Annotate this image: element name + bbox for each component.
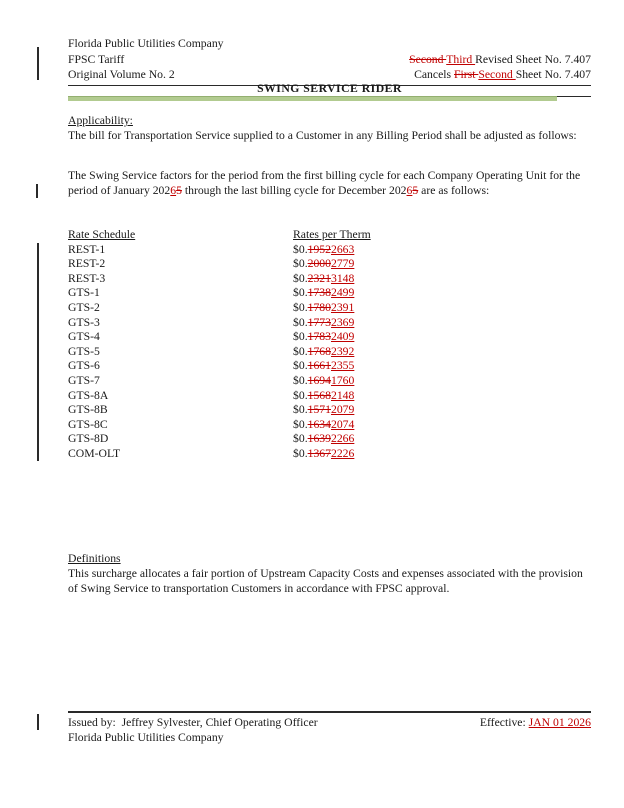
company-name: Florida Public Utilities Company bbox=[68, 37, 224, 50]
rate-column-header: Rates per Therm bbox=[293, 228, 371, 241]
currency-prefix: $0. bbox=[293, 286, 308, 300]
rate-value-cell bbox=[293, 359, 354, 374]
table-row bbox=[68, 257, 591, 272]
old-rate: 1952 bbox=[307, 242, 331, 256]
currency-prefix: $0. bbox=[293, 388, 308, 402]
rate-value-cell bbox=[293, 403, 354, 418]
factors-part2: through the last billing cycle for December 202 bbox=[181, 184, 407, 197]
rate-value-cell bbox=[293, 389, 354, 404]
new-rate: 1760 bbox=[330, 373, 355, 387]
old-rate: 1367 bbox=[307, 446, 331, 460]
rate-value-cell bbox=[293, 432, 354, 447]
currency-prefix: $0. bbox=[293, 330, 308, 344]
rate-schedule-cell: GTS-4 bbox=[68, 330, 100, 344]
old-rate: 1773 bbox=[307, 315, 331, 329]
old-rate: 1694 bbox=[307, 373, 331, 387]
old-rate: 1783 bbox=[307, 330, 331, 344]
factors-paragraph bbox=[68, 168, 591, 198]
new-rate: 2779 bbox=[330, 257, 355, 271]
footer-company-name: Florida Public Utilities Company bbox=[68, 731, 224, 744]
rate-schedule-cell: GTS-5 bbox=[68, 344, 100, 358]
rate-value-cell bbox=[293, 316, 354, 331]
definitions-heading: Definitions bbox=[68, 552, 121, 565]
table-row bbox=[68, 243, 591, 258]
rate-schedule-cell: GTS-6 bbox=[68, 359, 100, 373]
rate-value-cell bbox=[293, 257, 354, 272]
table-row bbox=[68, 418, 591, 433]
old-rate: 2000 bbox=[307, 257, 331, 271]
effective-label: Effective: bbox=[479, 716, 529, 729]
table-row bbox=[68, 301, 591, 316]
rate-schedule-cell: REST-1 bbox=[68, 242, 106, 256]
revised-rest-text: Revised Sheet No. 7.407 bbox=[475, 52, 591, 66]
factors-part3: are as follows: bbox=[418, 184, 490, 197]
rate-table bbox=[68, 228, 591, 462]
new-rate: 3148 bbox=[330, 271, 355, 285]
tariff-label: FPSC Tariff bbox=[68, 52, 125, 66]
rate-schedule-cell: GTS-3 bbox=[68, 315, 100, 329]
revised-sheet-number bbox=[409, 52, 591, 68]
new-rate: 2392 bbox=[330, 344, 355, 358]
rate-schedule-cell: REST-2 bbox=[68, 257, 106, 271]
change-bar-footer bbox=[37, 714, 39, 730]
year2-inserted: 6 bbox=[406, 184, 413, 197]
old-rate: 1568 bbox=[307, 388, 331, 402]
cancels-inserted-text: Second bbox=[478, 68, 516, 81]
old-rate: 1768 bbox=[307, 344, 331, 358]
rate-schedule-cell: GTS-8C bbox=[68, 417, 108, 431]
old-rate: 1634 bbox=[307, 417, 331, 431]
table-row bbox=[68, 432, 591, 447]
currency-prefix: $0. bbox=[293, 432, 308, 446]
new-rate: 2391 bbox=[330, 300, 355, 314]
table-row bbox=[68, 359, 591, 374]
new-rate: 2074 bbox=[330, 417, 355, 431]
applicability-section bbox=[68, 113, 591, 143]
table-row bbox=[68, 330, 591, 345]
year2-deleted: 5 bbox=[412, 184, 419, 197]
table-header-row bbox=[68, 228, 591, 243]
applicability-heading: Applicability: bbox=[68, 114, 133, 127]
table-row bbox=[68, 403, 591, 418]
table-row bbox=[68, 345, 591, 360]
change-bar-table bbox=[37, 243, 39, 461]
table-row bbox=[68, 374, 591, 389]
rate-value-cell bbox=[293, 374, 354, 389]
currency-prefix: $0. bbox=[293, 359, 308, 373]
new-rate: 2355 bbox=[330, 359, 355, 373]
new-rate: 2148 bbox=[330, 388, 355, 402]
cancels-deleted-text: First bbox=[454, 68, 479, 81]
new-rate: 2499 bbox=[330, 286, 355, 300]
currency-prefix: $0. bbox=[293, 373, 308, 387]
sheet-header bbox=[68, 36, 591, 86]
rate-value-cell bbox=[293, 447, 354, 462]
year1-deleted: 5 bbox=[176, 184, 182, 197]
effective-date: JAN 01 2026 bbox=[528, 716, 591, 729]
table-row bbox=[68, 316, 591, 331]
rate-value-cell bbox=[293, 272, 354, 287]
rate-schedule-cell: GTS-1 bbox=[68, 286, 100, 300]
currency-prefix: $0. bbox=[293, 271, 308, 285]
table-row bbox=[68, 272, 591, 287]
old-rate: 1571 bbox=[307, 403, 331, 417]
new-rate: 2369 bbox=[330, 315, 355, 329]
rate-value-cell bbox=[293, 243, 354, 258]
factors-part1: The Swing Service factors for the period from the first billing cycle for each Company Operating Unit for the period of January 202 bbox=[68, 169, 584, 197]
rate-value-cell bbox=[293, 330, 354, 345]
year1-inserted: 6 bbox=[170, 184, 177, 197]
currency-prefix: $0. bbox=[293, 446, 308, 460]
table-row bbox=[68, 286, 591, 301]
new-rate: 2079 bbox=[330, 403, 355, 417]
rate-schedule-cell: GTS-7 bbox=[68, 373, 100, 387]
new-rate: 2226 bbox=[330, 446, 355, 460]
cancels-sheet-number bbox=[414, 67, 591, 83]
currency-prefix: $0. bbox=[293, 417, 308, 431]
sheet-footer bbox=[68, 711, 591, 745]
page-title: SWING SERVICE RIDER bbox=[68, 82, 591, 97]
new-rate: 2409 bbox=[330, 330, 355, 344]
rate-schedule-cell: COM-OLT bbox=[68, 446, 121, 460]
change-bar-header bbox=[37, 47, 39, 80]
change-bar-paragraph bbox=[36, 184, 38, 198]
old-rate: 1780 bbox=[307, 300, 331, 314]
rate-schedule-cell: REST-3 bbox=[68, 271, 106, 285]
old-rate: 2321 bbox=[307, 271, 331, 285]
cancels-rest-text: Sheet No. 7.407 bbox=[515, 68, 591, 81]
rate-schedule-cell: GTS-8B bbox=[68, 403, 108, 417]
revised-inserted-text: Third bbox=[446, 52, 476, 66]
old-rate: 1661 bbox=[307, 359, 331, 373]
currency-prefix: $0. bbox=[293, 403, 308, 417]
cancels-prefix-text: Cancels bbox=[414, 68, 454, 81]
currency-prefix: $0. bbox=[293, 315, 308, 329]
table-row bbox=[68, 447, 591, 462]
rate-schedule-cell: GTS-8A bbox=[68, 388, 109, 402]
effective-date-line bbox=[480, 715, 591, 730]
currency-prefix: $0. bbox=[293, 344, 308, 358]
old-rate: 1639 bbox=[307, 432, 331, 446]
rate-value-cell bbox=[293, 345, 354, 360]
new-rate: 2266 bbox=[330, 432, 355, 446]
definitions-paragraph: This surcharge allocates a fair portion of Upstream Capacity Costs and expenses associated with the provision of Swing Service to transportation Customers in accordance with FPSC approval. bbox=[68, 567, 583, 595]
currency-prefix: $0. bbox=[293, 242, 308, 256]
new-rate: 2663 bbox=[330, 242, 355, 256]
rate-value-cell bbox=[293, 286, 354, 301]
rate-schedule-cell: GTS-2 bbox=[68, 300, 100, 314]
issued-by-text: Issued by: Jeffrey Sylvester, Chief Operating Officer bbox=[68, 716, 318, 729]
rate-value-cell bbox=[293, 301, 354, 316]
revised-deleted-text: Second bbox=[409, 52, 447, 66]
table-row bbox=[68, 389, 591, 404]
definitions-section bbox=[68, 551, 591, 596]
currency-prefix: $0. bbox=[293, 300, 308, 314]
green-divider bbox=[68, 96, 557, 101]
schedule-column-header: Rate Schedule bbox=[68, 228, 136, 241]
currency-prefix: $0. bbox=[293, 257, 308, 271]
rate-value-cell bbox=[293, 418, 354, 433]
volume-label: Original Volume No. 2 bbox=[68, 68, 175, 81]
applicability-paragraph: The bill for Transportation Service supplied to a Customer in any Billing Period shall be adjusted as follows: bbox=[68, 129, 577, 142]
rate-schedule-cell: GTS-8D bbox=[68, 432, 109, 446]
old-rate: 1738 bbox=[307, 286, 331, 300]
